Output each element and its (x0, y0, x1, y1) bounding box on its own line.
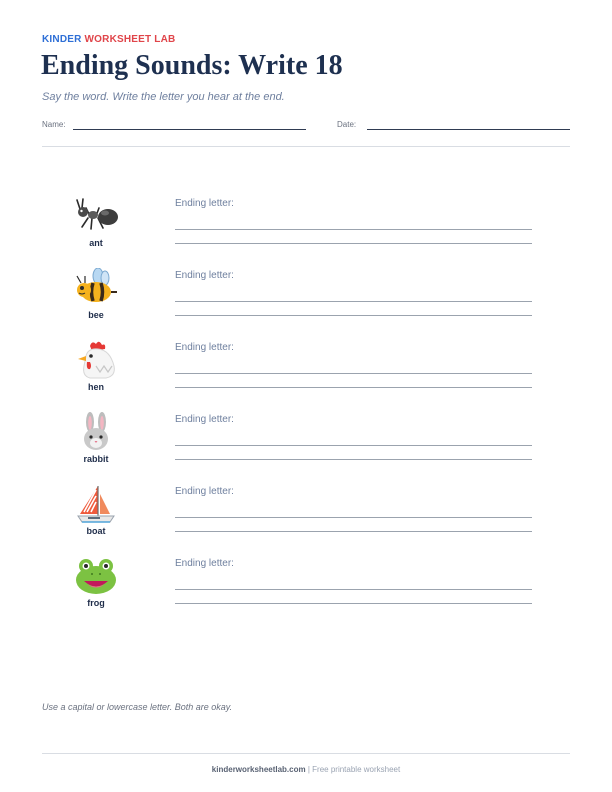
writing-baseline (175, 387, 532, 388)
date-label: Date: (337, 120, 357, 129)
writing-line[interactable] (175, 301, 532, 302)
ant-icon (72, 196, 120, 236)
ending-letter-label: Ending letter: (175, 486, 234, 497)
worksheet-row-frog (42, 556, 570, 620)
worksheet-row-rabbit (42, 412, 570, 476)
bee-icon (72, 268, 120, 308)
word-label: boat (86, 526, 106, 536)
word-label: ant (89, 238, 103, 248)
date-field-line[interactable] (367, 129, 570, 130)
writing-line[interactable] (175, 445, 532, 446)
brand-logo (42, 34, 175, 45)
tip-text: Use a capital or lowercase letter. Both are okay. (42, 702, 233, 712)
brand-name-part2: WORKSHEET LAB (84, 34, 176, 45)
instructions: Say the word. Write the letter you hear at the end. (42, 91, 285, 103)
writing-baseline (175, 315, 532, 316)
ending-letter-label: Ending letter: (175, 414, 234, 425)
worksheet-row-bee (42, 268, 570, 332)
header-divider (42, 146, 570, 147)
footer (0, 765, 612, 774)
word-label: frog (87, 598, 105, 608)
writing-baseline (175, 531, 532, 532)
ending-letter-label: Ending letter: (175, 270, 234, 281)
name-field-line[interactable] (73, 129, 306, 130)
footer-tagline: Free printable worksheet (312, 765, 401, 774)
name-label: Name: (42, 120, 66, 129)
writing-line[interactable] (175, 373, 532, 374)
brand-name-part1: KINDER (42, 34, 82, 45)
footer-site-link[interactable]: kinderworksheetlab.com (211, 765, 306, 774)
writing-line[interactable] (175, 589, 532, 590)
writing-line[interactable] (175, 229, 532, 230)
word-label: rabbit (83, 454, 109, 464)
word-label: hen (87, 382, 104, 392)
hen-icon (72, 340, 120, 380)
footer-divider (42, 753, 570, 754)
worksheet-row-hen (42, 340, 570, 404)
worksheet-row-boat (42, 484, 570, 548)
footer-separator: | (307, 765, 310, 774)
writing-baseline (175, 603, 532, 604)
word-label: bee (88, 310, 104, 320)
writing-baseline (175, 459, 532, 460)
rabbit-icon (72, 412, 120, 452)
ending-letter-label: Ending letter: (175, 198, 234, 209)
worksheet-row-ant (42, 196, 570, 260)
frog-icon (72, 556, 120, 596)
writing-line[interactable] (175, 517, 532, 518)
page-title: Ending Sounds: Write 18 (41, 50, 343, 81)
writing-baseline (175, 243, 532, 244)
sailboat-icon (72, 484, 120, 524)
ending-letter-label: Ending letter: (175, 342, 234, 353)
ending-letter-label: Ending letter: (175, 558, 234, 569)
